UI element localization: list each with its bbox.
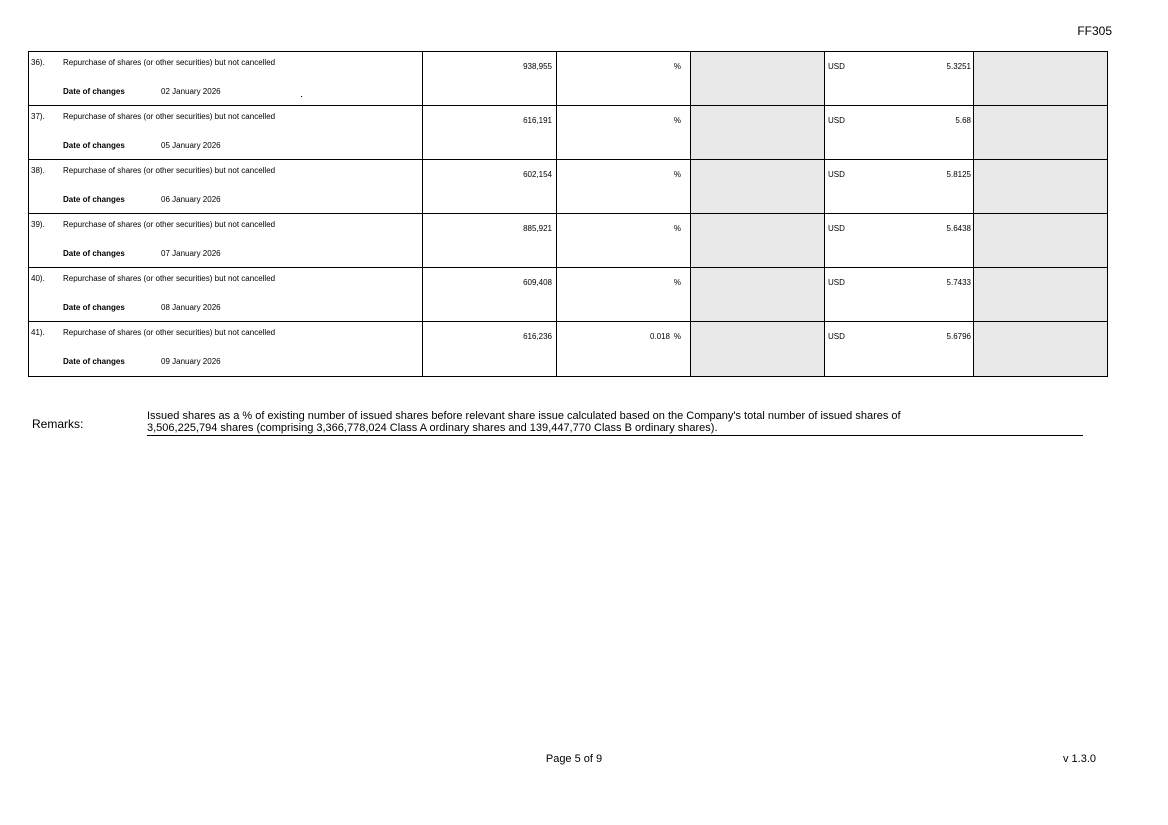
shares-cell (423, 214, 557, 267)
shaded-cell (974, 160, 1107, 213)
percent-cell (557, 106, 691, 159)
stray-dot-mark (301, 96, 302, 97)
price-value: 5.6438 (946, 224, 971, 233)
price-value: 5.6796 (946, 332, 971, 341)
description-cell (29, 52, 423, 105)
date-of-changes-label: Date of changes (63, 249, 125, 258)
row-index: 39). (31, 220, 45, 229)
shares-cell (423, 52, 557, 105)
currency: USD (828, 62, 845, 71)
row-description: Repurchase of shares (or other securities) but not cancelled (63, 58, 276, 67)
percent-cell (557, 322, 691, 376)
percent-sign: % (673, 116, 681, 125)
row-index: 41). (31, 328, 45, 337)
row-index: 38). (31, 166, 45, 175)
percent-cell (557, 52, 691, 105)
shares-value: 616,236 (523, 332, 552, 341)
shaded-cell (974, 268, 1107, 321)
row-description: Repurchase of shares (or other securities) but not cancelled (63, 274, 276, 283)
price-cell (825, 214, 974, 267)
shaded-cell (974, 214, 1107, 267)
price-value: 5.68 (955, 116, 971, 125)
row-index: 37). (31, 112, 45, 121)
row-description: Repurchase of shares (or other securities) but not cancelled (63, 166, 276, 175)
percent-cell (557, 268, 691, 321)
price-value: 5.7433 (946, 278, 971, 287)
percent-sign: % (673, 170, 681, 179)
row-description: Repurchase of shares (or other securities) but not cancelled (63, 112, 276, 121)
share-changes-table (28, 51, 1108, 377)
shaded-cell (974, 106, 1107, 159)
table-row (29, 52, 1107, 106)
price-cell (825, 322, 974, 376)
currency: USD (828, 278, 845, 287)
description-cell (29, 268, 423, 321)
date-of-changes-label: Date of changes (63, 303, 125, 312)
table-row (29, 322, 1107, 376)
form-version: v 1.3.0 (1062, 753, 1096, 765)
form-code: FF305 (1077, 24, 1112, 38)
currency: USD (828, 224, 845, 233)
shares-value: 602,154 (523, 170, 552, 179)
percent-sign: % (673, 278, 681, 287)
row-description: Repurchase of shares (or other securities) but not cancelled (63, 220, 276, 229)
date-of-changes-label: Date of changes (63, 141, 125, 150)
date-of-changes-value: 05 January 2026 (161, 141, 221, 150)
currency: USD (828, 116, 845, 125)
table-row (29, 160, 1107, 214)
price-cell (825, 52, 974, 105)
shares-cell (423, 106, 557, 159)
shaded-cell (974, 322, 1107, 376)
remarks-text (147, 410, 1083, 436)
shaded-cell (691, 214, 825, 267)
percent-value: 0.018 (649, 332, 670, 341)
shares-cell (423, 160, 557, 213)
page-number: Page 5 of 9 (545, 753, 603, 765)
row-index: 40). (31, 274, 45, 283)
date-of-changes-label: Date of changes (63, 357, 125, 366)
row-description: Repurchase of shares (or other securities) but not cancelled (63, 328, 276, 337)
percent-sign: % (673, 332, 681, 341)
currency: USD (828, 332, 845, 341)
description-cell (29, 160, 423, 213)
date-of-changes-value: 09 January 2026 (161, 357, 221, 366)
price-value: 5.8125 (946, 170, 971, 179)
date-of-changes-value: 02 January 2026 (161, 87, 221, 96)
price-value: 5.3251 (946, 62, 971, 71)
description-cell (29, 106, 423, 159)
date-of-changes-value: 06 January 2026 (161, 195, 221, 204)
percent-sign: % (673, 224, 681, 233)
date-of-changes-value: 07 January 2026 (161, 249, 221, 258)
shares-value: 885,921 (523, 224, 552, 233)
price-cell (825, 160, 974, 213)
percent-sign: % (673, 62, 681, 71)
shaded-cell (691, 52, 825, 105)
table-row (29, 106, 1107, 160)
shaded-cell (691, 268, 825, 321)
shares-value: 616,191 (523, 116, 552, 125)
remarks-line: Issued shares as a % of existing number of issued shares before relevant share issue calculated based on the Company's total number of issued shares of (147, 410, 901, 422)
shares-cell (423, 268, 557, 321)
shares-cell (423, 322, 557, 376)
date-of-changes-value: 08 January 2026 (161, 303, 221, 312)
shaded-cell (974, 52, 1107, 105)
description-cell (29, 214, 423, 267)
remarks-line: 3,506,225,794 shares (comprising 3,366,778,024 Class A ordinary shares and 139,447,770 Class B ordinary shares). (147, 422, 718, 434)
date-of-changes-label: Date of changes (63, 87, 125, 96)
description-cell (29, 322, 423, 376)
percent-cell (557, 160, 691, 213)
row-index: 36). (31, 58, 45, 67)
shaded-cell (691, 160, 825, 213)
shaded-cell (691, 322, 825, 376)
date-of-changes-label: Date of changes (63, 195, 125, 204)
shaded-cell (691, 106, 825, 159)
shares-value: 609,408 (523, 278, 552, 287)
price-cell (825, 268, 974, 321)
shares-value: 938,955 (523, 62, 552, 71)
remarks-label: Remarks: (32, 417, 84, 431)
price-cell (825, 106, 974, 159)
currency: USD (828, 170, 845, 179)
table-row (29, 268, 1107, 322)
percent-cell (557, 214, 691, 267)
table-row (29, 214, 1107, 268)
